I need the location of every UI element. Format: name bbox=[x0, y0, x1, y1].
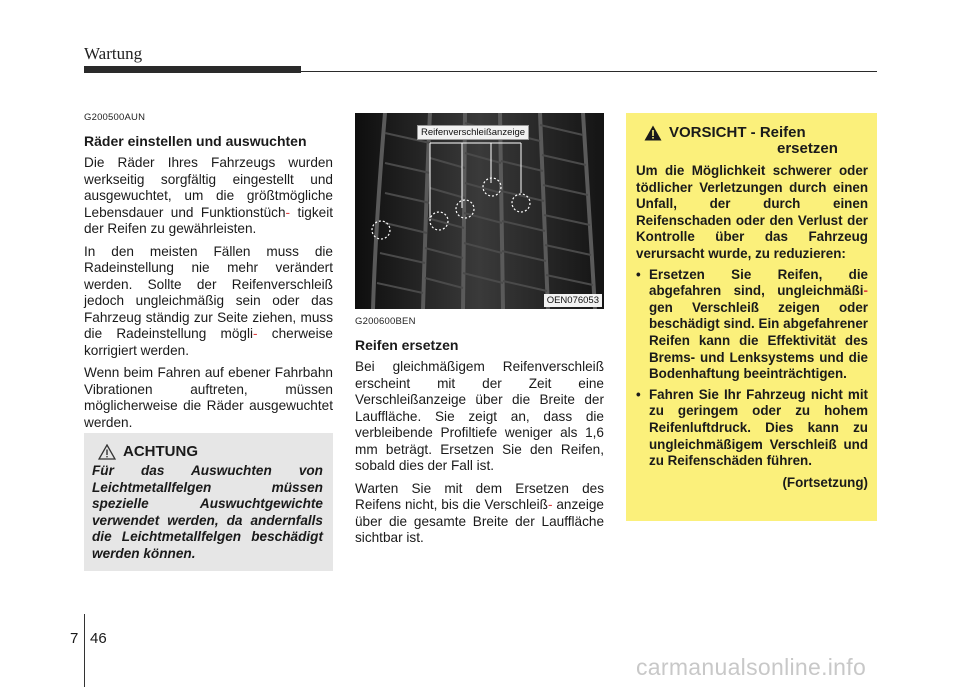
text-span: tigkeit der Reifen zu gewährleisten. bbox=[84, 204, 334, 236]
text-span: Warten Sie mit dem Ersetzen des Reifens nicht, bis die Verschleiß bbox=[355, 480, 604, 512]
text-span: cherweise korrigiert werden. bbox=[84, 326, 333, 358]
paragraph bbox=[355, 481, 604, 547]
chapter-title: Wartung bbox=[84, 44, 143, 63]
figure-code: OEN076053 bbox=[544, 294, 602, 307]
vorsicht-title bbox=[636, 125, 868, 157]
achtung-notice bbox=[84, 433, 333, 571]
text-span: Ersetzen Sie Reifen, die abgefahren sind, ungleichmäßi bbox=[649, 266, 868, 299]
bullet-text bbox=[649, 267, 868, 383]
list-item bbox=[636, 267, 868, 383]
list-item bbox=[636, 387, 868, 470]
tire-tread-illustration bbox=[355, 113, 604, 309]
achtung-title bbox=[92, 443, 323, 460]
text-span: gen Verschleiß zeigen oder beschädigt sind. Ein abgefahrener Reifen kann die Effektivität des Brems- und Lenksystems und die Bodenhaftung beeinträchtigen. bbox=[649, 299, 868, 382]
section-tire-replacement bbox=[355, 314, 604, 553]
section-wheel-alignment bbox=[84, 110, 333, 437]
wear-indicator-label: Reifenverschleißanzeige bbox=[417, 125, 529, 140]
chapter-number: 7 bbox=[70, 630, 79, 647]
header-bar bbox=[84, 66, 301, 73]
achtung-text: Für das Auswuchten von Leichtmetallfelgen müssen spezielle Auswuchtgewichte verwendet werden, da andernfalls die Leichtmetallfelgen beschädigt werden können. bbox=[92, 463, 323, 561]
section-code: G200600BEN bbox=[355, 316, 416, 327]
watermark: carmanualsonline.info bbox=[636, 654, 867, 680]
header-rule bbox=[301, 71, 877, 72]
hyphen-mark: - bbox=[547, 497, 553, 512]
warning-triangle-icon bbox=[644, 125, 662, 141]
bullet-text: Fahren Sie Ihr Fahrzeug nicht mit zu geringem oder zu hohem Reifenluftdruck. Dies kann zu ungleichmäßigem Verschleiß und zu Reifenschäden führen. bbox=[649, 386, 868, 469]
paragraph bbox=[84, 155, 333, 238]
achtung-title-text: ACHTUNG bbox=[123, 443, 198, 460]
vorsicht-intro: Um die Möglichkeit schwerer oder tödlicher Verletzungen durch einen Unfall, der durch einen Reifenschaden oder den Verlust der Kontrolle über das Fahrzeug verursacht wurde, zu reduzieren: bbox=[636, 163, 868, 261]
text-span: anzeige über die gesamte Breite der Lauffläche sichtbar ist. bbox=[355, 497, 604, 545]
vorsicht-caution-box bbox=[626, 113, 877, 521]
text-span: Die Räder Ihres Fahrzeugs wurden werkseitig sorgfältig eingestellt und ausgewuchtet, um die größtmögliche Lebensdauer und Funktionstüch bbox=[84, 155, 333, 220]
bullet-mark: • bbox=[636, 266, 641, 282]
vorsicht-title-line2: ersetzen bbox=[777, 140, 838, 157]
hyphen-mark: - bbox=[253, 326, 258, 341]
hyphen-mark: - bbox=[285, 204, 291, 220]
vorsicht-title-text bbox=[669, 125, 838, 157]
vorsicht-title-line1: VORSICHT - Reifen bbox=[669, 124, 806, 141]
warning-triangle-icon bbox=[98, 444, 116, 460]
section-heading: Reifen ersetzen bbox=[355, 336, 459, 353]
section-heading: Räder einstellen und auswuchten bbox=[84, 132, 307, 149]
text-span: In den meisten Fällen muss die Radeinstellung nie mehr verändert werden. Sollte der Reifenverschleiß jedoch ungleichmäßig sein oder das Fahrzeug ständig zur Seite ziehen, muss die Radeinstellung mögli bbox=[84, 243, 333, 341]
paragraph: Bei gleichmäßigem Reifenverschleiß erscheint mit der Zeit eine Verschleißanzeige über die Breite der Lauffläche. Sie zeigt an, dass die verbleibende Profiltiefe weniger als 1,6 mm beträgt. Ersetzen Sie den Reifen, sobald dies der Fall ist. bbox=[355, 359, 604, 473]
paragraph bbox=[84, 244, 333, 360]
hyphen-mark: - bbox=[863, 283, 868, 299]
continued-note: (Fortsetzung) bbox=[782, 474, 868, 490]
footer-rule bbox=[84, 614, 85, 687]
paragraph: Wenn beim Fahren auf ebener Fahrbahn Vibrationen auftreten, müssen möglicherweise die Räder ausgewuchtet werden. bbox=[84, 365, 333, 430]
tire-wear-indicator-photo bbox=[355, 113, 604, 309]
section-code: G200500AUN bbox=[84, 112, 146, 123]
page-number: 46 bbox=[90, 630, 107, 647]
bullet-mark: • bbox=[636, 386, 641, 402]
